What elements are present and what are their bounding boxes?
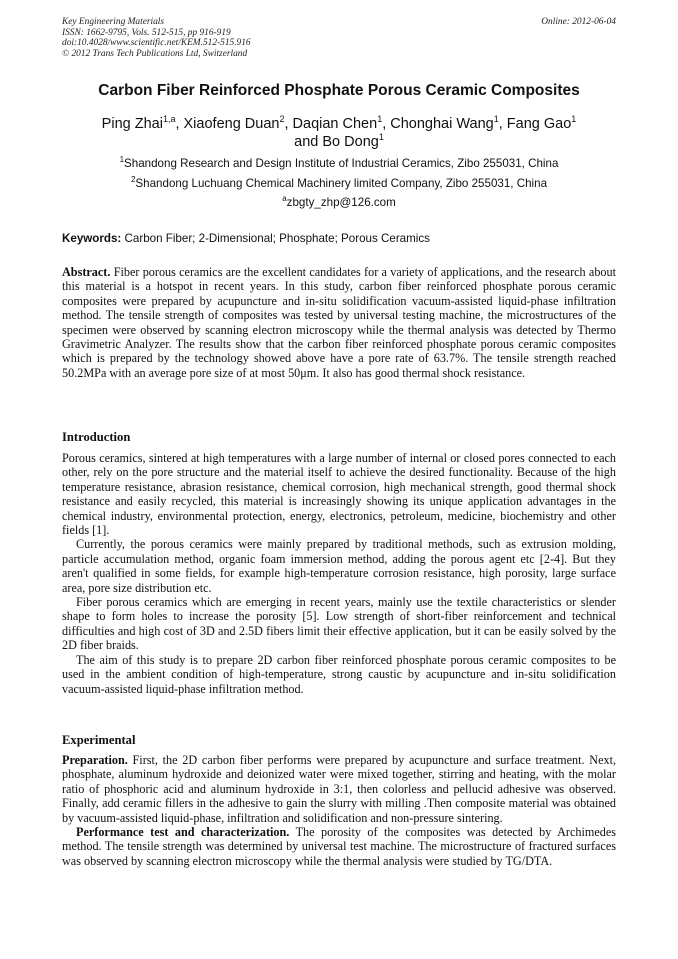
affiliation-1 — [62, 157, 616, 171]
performance-paragraph — [62, 825, 616, 868]
author-superscript: 1 — [493, 114, 499, 125]
intro-paragraph: The aim of this study is to prepare 2D carbon fiber reinforced phosphate porous ceramic composites to be used in the ambient condition of high-temperature, strong caustic by acupuncture and in-situ solidification vacuum-assisted liquid-phase infiltration method. — [62, 652, 616, 696]
keywords-label: Keywords: — [62, 232, 122, 245]
paper-title: Carbon Fiber Reinforced Phosphate Porous Ceramic Composites — [98, 82, 580, 99]
keywords-text: Carbon Fiber; 2-Dimensional; Phosphate; Porous Ceramics — [124, 232, 430, 245]
email-superscript: a — [282, 194, 287, 204]
affiliation-superscript: 1 — [119, 155, 125, 165]
introduction-heading: Introduction — [62, 430, 131, 444]
affiliation-text: Shandong Luchuang Chemical Machinery limited Company, Zibo 255031, China — [135, 177, 548, 190]
author-conjunction: and — [294, 134, 319, 150]
author-name: Chonghai Wang — [390, 116, 494, 132]
email-text: zbgty_zhp@126.com — [286, 196, 396, 209]
intro-paragraph: Fiber porous ceramics which are emerging in recent years, mainly use the textile characteristics or slender shape to form holes to increase the porosity [5]. Low strength of short-fiber reinforcement and technical difficulties and high cost of 3D and 2.5D fibers limit their effective application, but it can be easily solved by the 2D fiber braids. — [62, 595, 616, 653]
author-superscript: 1 — [377, 114, 383, 125]
affiliation-superscript: 2 — [130, 175, 136, 185]
journal-header — [62, 17, 616, 59]
introduction-section — [62, 430, 616, 696]
author-name: Xiaofeng Duan — [183, 116, 280, 132]
preparation-text: First, the 2D carbon fiber performs were prepared by acupuncture and surface treatment. Next, phosphate, aluminum hydroxide and deionized water were mixed together, stirring and heating, with the molar ratio of phosphoric acid and aluminum hydroxide in 3:1, then colorless and pellucid adhesive was observed. Finally, add ceramic fillers in the adhesive to gain the slurry with milling .Then composite material was obtained by vacuum-assisted liquid-phase, infiltration and solidification and non-pressure sintering. — [62, 753, 617, 825]
affiliation-2 — [62, 177, 616, 191]
keywords-line — [62, 232, 616, 246]
author-name: Bo Dong — [322, 134, 379, 150]
experimental-heading: Experimental — [62, 733, 136, 747]
intro-paragraph: Currently, the porous ceramics were mainly prepared by traditional methods, such as extrusion molding, particle accumulation method, organic foam immersion method, adding the porous agent etc [2-4]. But they aren't qualified in some fields, for example high-temperature corrosion resistance, high porosity, large surface area, pore size distribution etc. — [62, 537, 616, 595]
performance-text: The porosity of the composites was detected by Archimedes method. The tensile strength was determined by universal test machine. The microstructure of fractured surfaces was observed by scanning electron microscopy while the thermal analysis were studied by TG/DTA. — [62, 825, 616, 868]
author-name: Fang Gao — [506, 116, 572, 132]
journal-name: Key Engineering Materials — [62, 17, 165, 27]
author-superscript: 2 — [279, 114, 285, 125]
intro-paragraph: Porous ceramics, sintered at high temperatures with a large number of internal or closed pores connected to each other, rely on the pore structure and the material itself to achieve the desired functionality. Because of the high temperature resistance, abrasion resistance, chemical corrosion, high mechanical strength, good thermal shock resistance and easily recycled, this material is increasingly showing its unique application advantages in the chemical industry, environmental protection, energy, electronics, petroleum, medicine, biochemistry and other fields [1]. — [62, 451, 616, 538]
affiliation-text: Shandong Research and Design Institute of Industrial Ceramics, Zibo 255031, China — [124, 157, 559, 170]
copyright-line: © 2012 Trans Tech Publications Ltd, Switzerland — [62, 48, 248, 59]
abstract-section — [62, 265, 616, 380]
abstract-label: Abstract. — [62, 265, 111, 279]
experimental-section — [62, 733, 616, 868]
online-date: Online: 2012-06-04 — [541, 17, 616, 27]
author-name: Ping Zhai — [101, 116, 163, 132]
abstract-text: Fiber porous ceramics are the excellent candidates for a variety of applications, and the research about this material is a hotspot in recent years. In this study, carbon fiber reinforced phosphate porous ceramic composites were prepared by acupuncture and in-situ solidification vacuum-assisted liquid-phase infiltration method. The tensile strength of composites was tested by universal testing machine, the microstructures of the specimen were observed by scanning electron microscopy while the thermal analysis was detected by Thermo Gravimetric Analyzer. The results show that the carbon fiber reinforced phosphate porous ceramic composites which is prepared by the technology showed above have a pore rate of 63.7%. The tensile strength reached 50.2MPa with an average pore size of at most 50μm. It also has good thermal shock resistance. — [62, 265, 616, 380]
preparation-paragraph — [62, 753, 616, 825]
author-superscript: 1 — [571, 114, 577, 125]
doi-line: doi:10.4028/www.scientific.net/KEM.512-515.916 — [62, 38, 251, 49]
author-superscript: 1,a — [162, 114, 176, 125]
preparation-label: Preparation. — [62, 753, 128, 767]
author-email — [62, 196, 616, 210]
performance-label: Performance test and characterization. — [76, 825, 290, 840]
issn-line: ISSN: 1662-9795, Vols. 512-515, pp 916-919 — [62, 27, 231, 38]
author-superscript: 1 — [378, 132, 384, 143]
author-list: Ping Zhai$^{1,a}$, Xiaofeng Duan$^2$, Daqian Chen$^1$, Chonghai Wang$^1$, Fang Gao$^1$ and Bo Dong$^1$ — [101, 114, 577, 150]
author-name: Daqian Chen — [292, 116, 378, 132]
